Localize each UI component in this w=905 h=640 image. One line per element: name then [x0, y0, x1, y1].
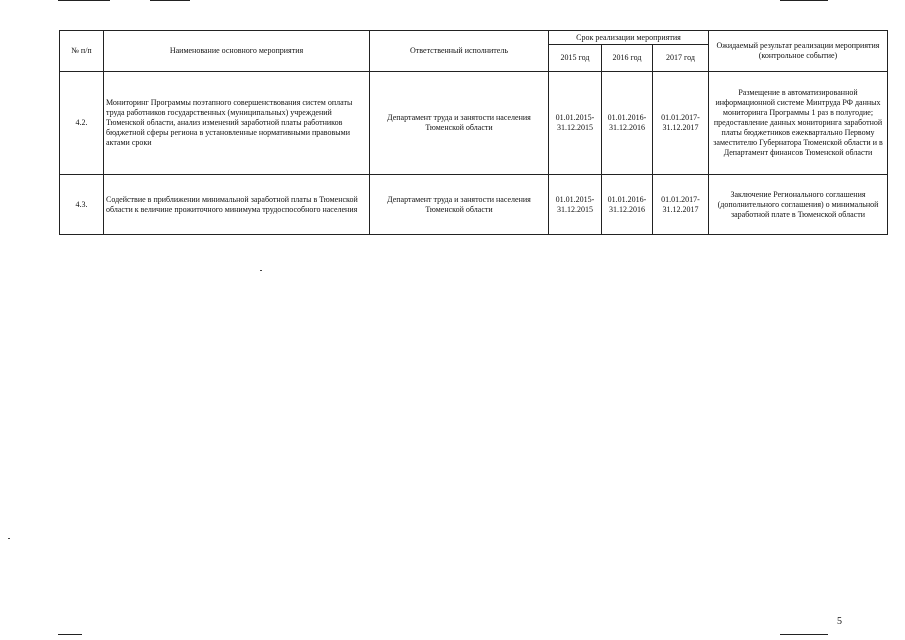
header-num: № п/п — [60, 31, 104, 72]
table-row — [60, 72, 888, 175]
scan-edge-line — [58, 634, 82, 635]
responsible-executor: Департамент труда и занятости населения Тюменской области — [370, 175, 549, 235]
scan-edge-line — [150, 0, 190, 1]
measure-name: Содействие в приближении минимальной заработной платы в Тюменской области к величине прожиточного минимума трудоспособного населения — [104, 175, 370, 235]
date-range-2015: 01.01.2015-31.12.2015 — [549, 175, 602, 235]
date-range-2017: 01.01.2017-31.12.2017 — [653, 175, 709, 235]
header-name: Наименование основного мероприятия — [104, 31, 370, 72]
date-range-2017: 01.01.2017-31.12.2017 — [653, 72, 709, 175]
row-number: 4.3. — [60, 175, 104, 235]
expected-result: Заключение Регионального соглашения (дополнительного соглашения) о минимальной заработной плате в Тюменской области — [709, 175, 888, 235]
measures-table — [59, 30, 888, 235]
date-range-2015: 01.01.2015-31.12.2015 — [549, 72, 602, 175]
table-row — [60, 175, 888, 235]
measure-name: Мониторинг Программы поэтапного совершенствования систем оплаты труда работников государственных (муниципальных) учреждений Тюменской области, анализ изменений заработной платы работников бюджетной сферы региона в установленные нормативными правовыми актами сроки — [104, 72, 370, 175]
header-result: Ожидаемый результат реализации мероприятия (контрольное событие) — [709, 31, 888, 72]
scan-speck — [260, 270, 262, 271]
scan-speck — [8, 538, 10, 539]
scan-edge-line — [780, 0, 828, 1]
header-period: Срок реализации мероприятия — [549, 31, 709, 45]
header-responsible: Ответственный исполнитель — [370, 31, 549, 72]
header-year-2016: 2016 год — [602, 45, 653, 72]
expected-result: Размещение в автоматизированной информационной системе Минтруда РФ данных мониторинга Программы 1 раз в полугодие; предоставление данных мониторинга заработной платы бюджетников ежеквартально Первому заместителю Губернатора Тюменской области и в Департамент финансов Тюменской области — [709, 72, 888, 175]
header-year-2015: 2015 год — [549, 45, 602, 72]
header-year-2017: 2017 год — [653, 45, 709, 72]
row-number: 4.2. — [60, 72, 104, 175]
scan-edge-line — [780, 634, 828, 635]
scan-edge-line — [58, 0, 110, 1]
page-number: 5 — [837, 616, 842, 627]
date-range-2016: 01.01.2016-31.12.2016 — [602, 72, 653, 175]
responsible-executor: Департамент труда и занятости населения Тюменской области — [370, 72, 549, 175]
date-range-2016: 01.01.2016-31.12.2016 — [602, 175, 653, 235]
